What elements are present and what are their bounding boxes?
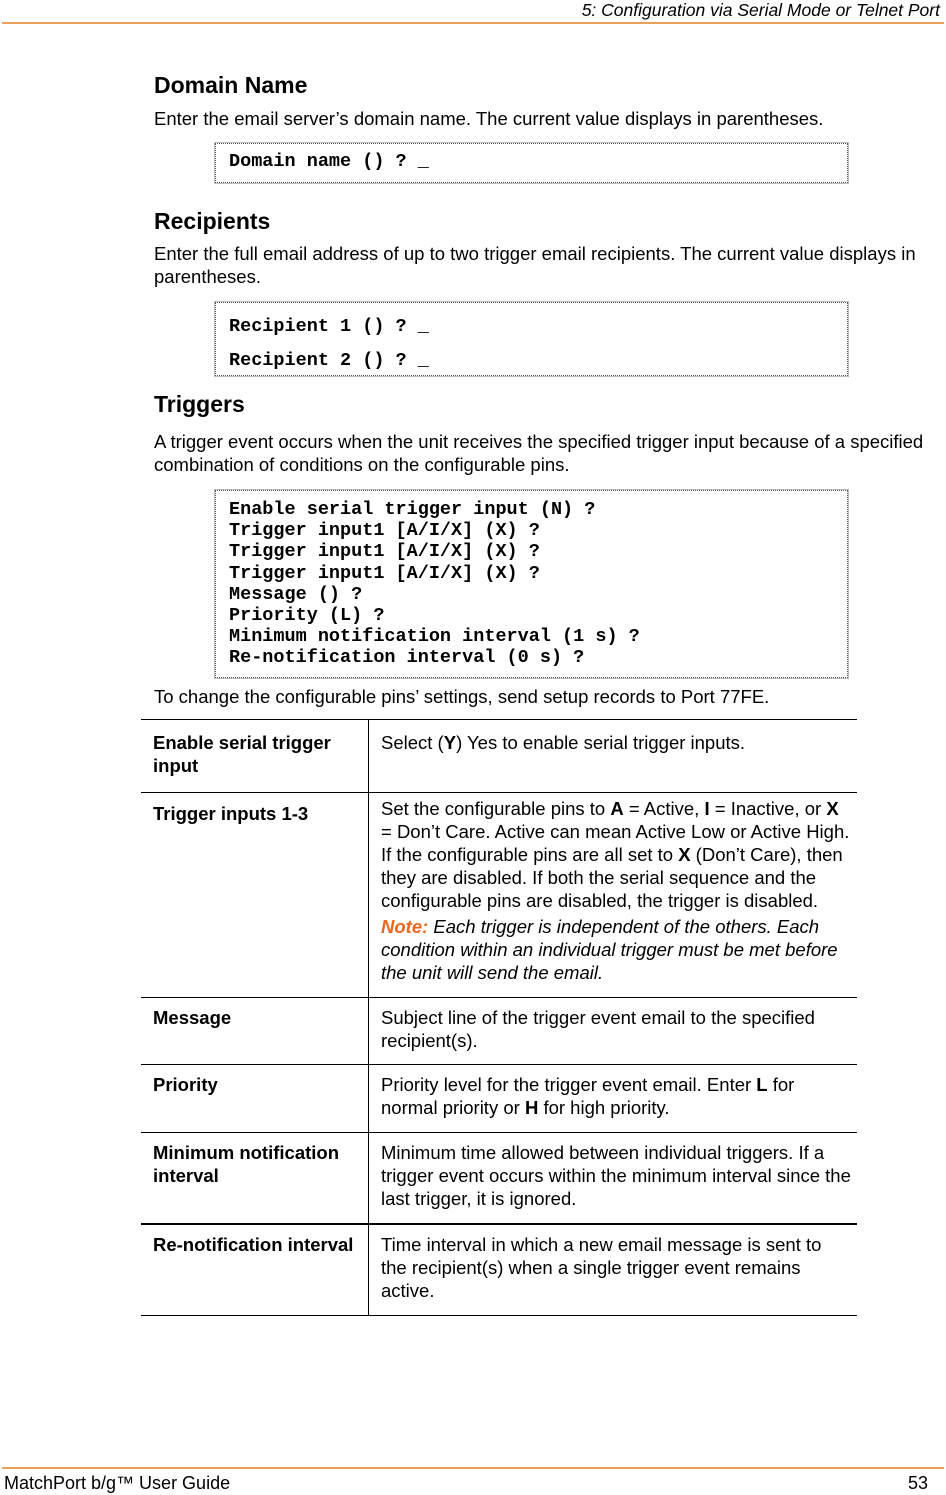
text-run: for high priority. xyxy=(538,1097,670,1118)
code-line: Message () ? xyxy=(229,583,363,605)
table-row xyxy=(141,998,857,1065)
text-run-bold: X xyxy=(678,844,691,865)
term-cell: Priority xyxy=(141,1065,369,1133)
chapter-title: 5: Configuration via Serial Mode or Telnet Port xyxy=(581,0,940,20)
definition-cell xyxy=(369,1065,858,1133)
term-cell: Trigger inputs 1-3 xyxy=(141,793,369,998)
recipients-heading: Recipients xyxy=(154,208,271,234)
table-row xyxy=(141,1065,857,1133)
note-label: Note: xyxy=(381,916,429,937)
code-line: Recipient 2 () ? _ xyxy=(229,350,429,371)
text-run: = Don’t Care. Active can mean Active Low or Active High. If the configurable pins are all set to xyxy=(381,821,850,865)
term-cell: Re-notification interval xyxy=(141,1224,369,1316)
footer-rule xyxy=(2,1467,944,1469)
code-line: Priority (L) ? xyxy=(229,605,385,627)
table-row xyxy=(141,1133,857,1224)
code-line: Domain name () ? _ xyxy=(229,151,429,172)
triggers-after-text: To change the configurable pins’ settings, send setup records to Port 77FE. xyxy=(154,686,770,707)
code-line: Minimum notification interval (1 s) ? xyxy=(229,626,640,648)
triggers-code xyxy=(215,490,848,678)
text-run: Time interval in which a new email message is sent to the recipient(s) when a single trigger event remains active. xyxy=(381,1233,822,1301)
text-run: for normal priority or xyxy=(381,1074,795,1118)
note xyxy=(381,915,851,984)
domain-name-heading: Domain Name xyxy=(154,72,308,98)
code-line: Re-notification interval (0 s) ? xyxy=(229,647,585,669)
text-run: (Don’t Care), then they are disabled. If both the serial sequence and the configurable pins are disabled, the trigger is disabled. xyxy=(381,844,843,911)
domain-name-text: Enter the email server’s domain name. The current value displays in parentheses. xyxy=(154,108,824,129)
table-row xyxy=(141,793,857,998)
trigger-settings-table xyxy=(141,719,857,1316)
definition-cell xyxy=(369,1224,858,1316)
definition-cell xyxy=(369,1133,858,1224)
code-line: Trigger input1 [A/I/X] (X) ? xyxy=(229,541,540,563)
definition-text xyxy=(381,797,851,912)
recipients-text: Enter the full email address of up to two trigger email recipients. The current value displays in parentheses. xyxy=(154,243,916,287)
text-run-bold: A xyxy=(610,798,624,819)
note-text: Each trigger is independent of the others. Each condition within an individual trigger must be met before the unit will send the email. xyxy=(381,916,838,983)
term-cell: Enable serial trigger input xyxy=(141,720,369,793)
text-run: Set the configurable pins to xyxy=(381,798,611,819)
text-run-bold: X xyxy=(826,798,839,819)
text-run-bold: Y xyxy=(443,732,457,753)
term-cell: Message xyxy=(141,998,369,1065)
definition-cell xyxy=(369,720,858,793)
table-row xyxy=(141,720,857,793)
text-run: Subject line of the trigger event email to the specified recipient(s). xyxy=(381,1007,815,1051)
text-run: Select ( xyxy=(381,732,444,753)
code-line: Trigger input1 [A/I/X] (X) ? xyxy=(229,562,540,584)
definition-cell xyxy=(369,793,858,998)
term-cell: Minimum notification interval xyxy=(141,1133,369,1224)
recipients-code xyxy=(215,302,848,376)
text-run: ) Yes to enable serial trigger inputs. xyxy=(456,732,746,753)
text-run-bold: I xyxy=(704,798,710,819)
page-number: 53 xyxy=(907,1473,928,1493)
code-line: Recipient 1 () ? _ xyxy=(229,316,429,337)
text-run: = Active, xyxy=(623,798,705,819)
text-run: Minimum time allowed between individual triggers. If a trigger event occurs within the minimum interval since the last trigger, it is ignored. xyxy=(381,1142,851,1209)
text-run: = Inactive, or xyxy=(709,798,827,819)
code-line: Enable serial trigger input (N) ? xyxy=(229,499,596,520)
triggers-heading: Triggers xyxy=(154,391,245,417)
triggers-text: A trigger event occurs when the unit receives the specified trigger input because of a specified combination of conditions on the configurable pins. xyxy=(154,431,924,475)
table-row xyxy=(141,1224,857,1316)
code-line: Trigger input1 [A/I/X] (X) ? xyxy=(229,520,540,542)
text-run: Priority level for the trigger event email. Enter xyxy=(381,1074,757,1095)
domain-name-code xyxy=(215,143,848,183)
definition-cell xyxy=(369,998,858,1065)
text-run-bold: L xyxy=(756,1074,768,1095)
text-run-bold: H xyxy=(524,1097,539,1118)
guide-title: MatchPort b/g™ User Guide xyxy=(4,1473,231,1493)
header-rule xyxy=(2,22,944,24)
